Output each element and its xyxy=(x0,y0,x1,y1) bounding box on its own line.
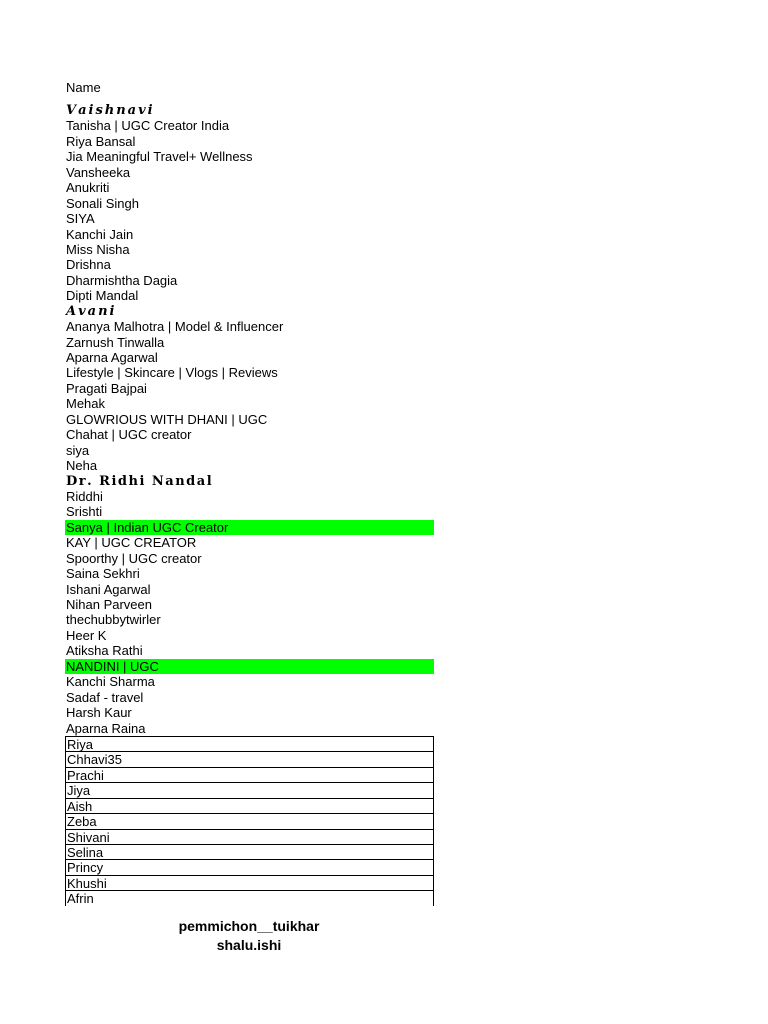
list-item: Heer K xyxy=(66,627,107,643)
list-item: Dharmishtha Dagia xyxy=(66,272,178,288)
list-item: Atiksha Rathi xyxy=(66,643,143,659)
list-item: Sonali Singh xyxy=(66,195,139,211)
list-item: Spoorthy | UGC creator xyxy=(66,550,202,566)
list-item: Aparna Raina xyxy=(66,720,146,736)
list-item: thechubbytwirler xyxy=(66,612,161,628)
list-item: Drishna xyxy=(66,257,111,273)
list-item: Dipti Mandal xyxy=(66,288,139,304)
boxed-list-item: Afrin xyxy=(65,890,434,905)
list-item: Vansheeka xyxy=(66,164,131,180)
name-column xyxy=(65,80,434,906)
list-item: siya xyxy=(66,442,90,458)
list-item: Ishani Agarwal xyxy=(66,581,151,597)
list-item: Jia Meaningful Travel+ Wellness xyxy=(66,149,253,165)
list-item: GLOWRIOUS WITH DHANI | UGC xyxy=(66,411,268,427)
list-item: Aparna Agarwal xyxy=(66,350,158,365)
boxed-list-item: Prachi xyxy=(65,767,434,782)
boxed-list-item: Riya xyxy=(65,736,434,751)
boxed-list-item: Jiya xyxy=(65,782,434,797)
list-item: 𝑽𝒂𝒊𝒔𝒉𝒏𝒂𝒗𝒊 xyxy=(66,103,155,118)
boxed-list-item: Khushi xyxy=(65,875,434,890)
list-item: Chahat | UGC creator xyxy=(66,427,192,443)
list-item: Pragati Bajpai xyxy=(66,380,147,396)
list-item: Lifestyle | Skincare | Vlogs | Reviews xyxy=(66,365,278,381)
column-header: Name xyxy=(66,80,101,95)
list-item: Ananya Malhotra | Model & Influencer xyxy=(66,319,284,335)
list-item: Zarnush Tinwalla xyxy=(66,334,165,350)
list-item: Miss Nisha xyxy=(66,241,130,257)
list-item: Kanchi Jain xyxy=(66,226,134,242)
list-item: SIYA xyxy=(66,211,95,227)
list-item: Riddhi xyxy=(66,488,103,504)
list-item: Srishti xyxy=(66,504,103,520)
list-item: Mehak xyxy=(66,396,106,412)
list-item: Kanchi Sharma xyxy=(66,674,155,690)
list-item: KAY | UGC CREATOR xyxy=(66,535,197,551)
list-item: Nihan Parveen xyxy=(66,597,152,612)
list-item: Tanisha | UGC Creator India xyxy=(66,118,230,134)
boxed-list-item: Zeba xyxy=(65,813,434,828)
name-list xyxy=(65,103,434,906)
boxed-list-item: Aish xyxy=(65,798,434,813)
footer-handle-2: shalu.ishi xyxy=(216,937,282,953)
list-item: Anukriti xyxy=(66,180,110,196)
footer-handle-1: pemmichon__tuikhar xyxy=(178,918,320,934)
highlighted-list-item: Sanya | Indian UGC Creator xyxy=(65,520,434,535)
list-item: Saina Sekhri xyxy=(66,566,140,582)
list-item: 𝐃𝐫. 𝐑𝐢𝐝𝐡𝐢 𝐍𝐚𝐧𝐝𝐚𝐥 xyxy=(66,473,214,489)
list-item: Harsh Kaur xyxy=(66,705,132,721)
list-item: 𝑨𝒗𝒂𝒏𝒊 xyxy=(66,303,117,319)
boxed-list-item: Princy xyxy=(65,859,434,874)
list-item: Sadaf - travel xyxy=(66,689,144,705)
list-item: Riya Bansal xyxy=(66,133,136,149)
highlighted-list-item: NANDINI | UGC xyxy=(65,659,434,674)
boxed-list-item: Selina xyxy=(65,844,434,859)
boxed-list-item: Shivani xyxy=(65,829,434,844)
boxed-list-item: Chhavi35 xyxy=(65,751,434,766)
list-item: Neha xyxy=(66,458,98,474)
